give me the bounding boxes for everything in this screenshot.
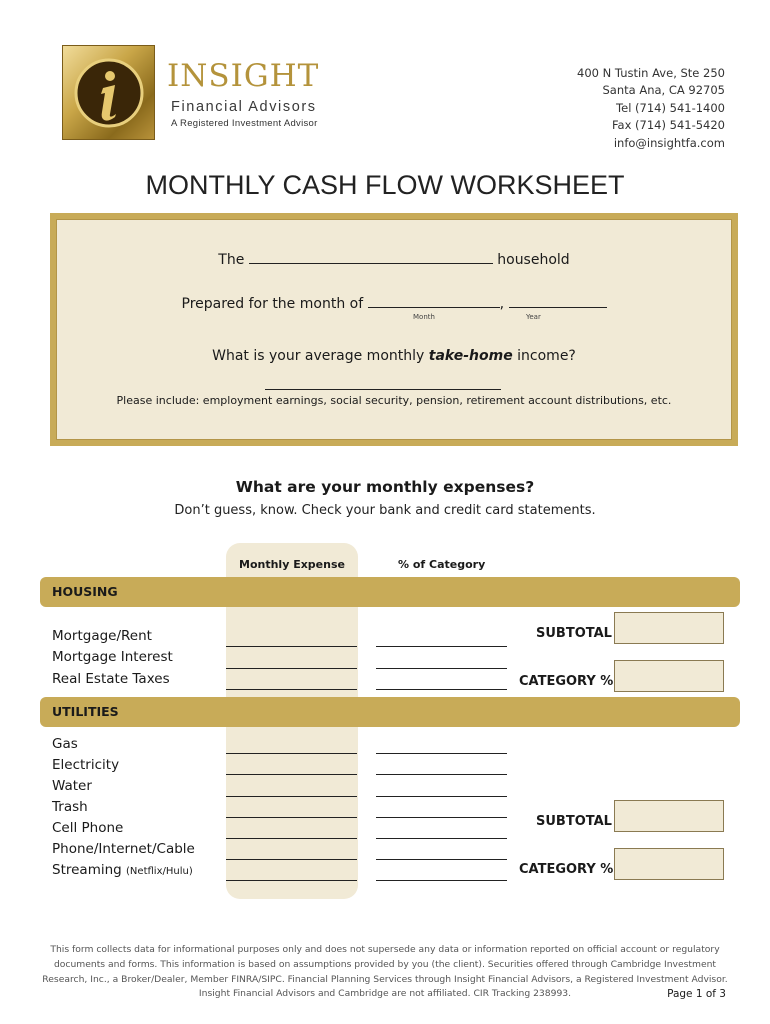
- percent-input-line[interactable]: [376, 753, 507, 754]
- streaming-note: (Netflix/Hulu): [126, 866, 193, 877]
- col-header-expense: Monthly Expense: [239, 558, 345, 571]
- housing-subtotal-label: SUBTOTAL: [536, 626, 612, 641]
- income-q-post: income?: [517, 348, 576, 364]
- expense-input-line[interactable]: [226, 668, 357, 669]
- percent-input-line[interactable]: [376, 859, 507, 860]
- logo-i-icon: [63, 46, 156, 141]
- page-number: Page 1 of 3: [667, 988, 726, 1000]
- percent-input-line[interactable]: [376, 774, 507, 775]
- row-electricity: Electricity: [52, 757, 120, 773]
- the-label: The: [218, 252, 245, 268]
- prepared-label: Prepared for the month of: [181, 296, 364, 312]
- address-tel: Tel (714) 541-1400: [616, 100, 725, 115]
- logo-emblem: [62, 45, 155, 140]
- row-mortgage-interest: Mortgage Interest: [52, 649, 173, 665]
- utilities-subtotal-box[interactable]: [614, 800, 724, 832]
- include-note: Please include: employment earnings, social security, pension, retirement account distributions, etc.: [116, 394, 672, 407]
- logo-subtitle: Financial Advisors: [171, 99, 317, 115]
- logo-name: INSIGHT: [167, 58, 320, 94]
- expense-input-line[interactable]: [226, 796, 357, 797]
- percent-input-line[interactable]: [376, 689, 507, 690]
- row-mortgage-rent: Mortgage/Rent: [52, 628, 152, 644]
- household-word: household: [497, 252, 570, 268]
- housing-subtotal-box[interactable]: [614, 612, 724, 644]
- address-street: 400 N Tustin Ave, Ste 250: [577, 66, 725, 80]
- prepared-line: [57, 294, 731, 312]
- percent-input-line[interactable]: [376, 796, 507, 797]
- income-field[interactable]: [265, 389, 501, 390]
- income-question: [57, 348, 731, 364]
- address-email[interactable]: info@insightfa.com: [613, 135, 725, 150]
- col-header-percent: % of Category: [398, 558, 486, 571]
- section-utilities: [40, 697, 740, 727]
- housing-category-pct-box[interactable]: [614, 660, 724, 692]
- utilities-category-pct-box[interactable]: [614, 848, 724, 880]
- expense-input-line[interactable]: [226, 774, 357, 775]
- section-housing: [40, 577, 740, 607]
- percent-input-line[interactable]: [376, 880, 507, 881]
- expense-input-line[interactable]: [226, 753, 357, 754]
- percent-input-line[interactable]: [376, 817, 507, 818]
- month-field[interactable]: [368, 294, 500, 308]
- section-utilities-label: UTILITIES: [52, 704, 119, 719]
- row-phone-internet-cable: Phone/Internet/Cable: [52, 841, 195, 857]
- year-field[interactable]: [509, 294, 607, 308]
- streaming-label: Streaming: [52, 862, 122, 878]
- expense-input-line[interactable]: [226, 646, 357, 647]
- expense-input-line[interactable]: [226, 859, 357, 860]
- income-q-pre: What is your average monthly: [212, 348, 425, 364]
- income-q-emph: take-home: [428, 348, 513, 364]
- percent-input-line[interactable]: [376, 838, 507, 839]
- utilities-subtotal-label: SUBTOTAL: [536, 814, 612, 829]
- row-cell-phone: Cell Phone: [52, 820, 124, 836]
- household-name-field[interactable]: [249, 250, 493, 264]
- expense-input-line[interactable]: [226, 838, 357, 839]
- housing-category-pct-label: CATEGORY %: [519, 674, 614, 689]
- percent-input-line[interactable]: [376, 646, 507, 647]
- address-fax: Fax (714) 541-5420: [611, 118, 725, 133]
- disclaimer: This form collects data for informational purposes only and does not supersede any data or information reported on official account or regulatory documents and forms. This information is based on assumptions provided by you (the client). Securities offered through Cambridge Investment Research, Inc., a Broker/Dealer, Member FINRA/SIPC. Financial Planning Services through Insight Financial Advisors, a Registered Investment Advisor. Insight Financial Advisors and Cambridge are not affiliated. CIR Tracking 238993.: [42, 944, 728, 1000]
- year-hint: Year: [526, 313, 541, 321]
- expenses-title: What are your monthly expenses?: [235, 478, 535, 496]
- row-real-estate-taxes: Real Estate Taxes: [52, 671, 170, 687]
- address-city: Santa Ana, CA 92705: [602, 83, 725, 98]
- expenses-subtitle: Don’t guess, know. Check your bank and credit card statements.: [174, 503, 596, 518]
- row-streaming: [52, 862, 193, 878]
- month-hint: Month: [413, 313, 435, 321]
- comma: ,: [499, 296, 505, 312]
- row-gas: Gas: [52, 736, 78, 752]
- percent-input-line[interactable]: [376, 668, 507, 669]
- page-title: MONTHLY CASH FLOW WORKSHEET: [145, 170, 625, 200]
- row-water: Water: [52, 778, 92, 794]
- section-housing-label: HOUSING: [52, 584, 118, 599]
- expense-input-line[interactable]: [226, 880, 357, 881]
- household-box: [50, 213, 738, 446]
- household-line: [57, 250, 731, 268]
- household-panel: [56, 219, 732, 440]
- row-trash: Trash: [52, 799, 88, 815]
- contact-address: [577, 65, 725, 152]
- expense-input-line[interactable]: [226, 817, 357, 818]
- logo-tagline: A Registered Investment Advisor: [171, 118, 318, 129]
- utilities-category-pct-label: CATEGORY %: [519, 862, 614, 877]
- expense-input-line[interactable]: [226, 689, 357, 690]
